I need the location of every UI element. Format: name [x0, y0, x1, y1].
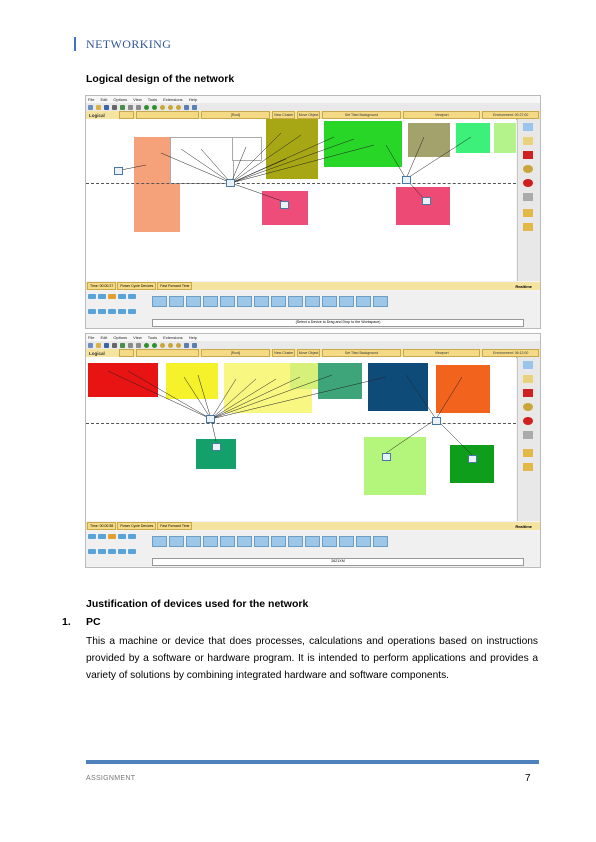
logical-tab[interactable]: Logical — [87, 350, 117, 356]
activity-wizard-icon[interactable] — [120, 105, 125, 110]
selected-device-label: 2621XM — [152, 558, 524, 566]
switch-device-2[interactable] — [432, 417, 441, 425]
power-cycle-button[interactable]: Power Cycle Devices — [117, 522, 156, 530]
menu-bar — [86, 96, 540, 103]
draw-shape-icon[interactable] — [523, 417, 533, 425]
device-selection-area — [86, 291, 540, 328]
undo-icon[interactable] — [144, 105, 149, 110]
section-heading-justification: Justification of devices used for the network — [86, 598, 309, 610]
new-icon[interactable] — [88, 343, 93, 348]
complex-pdu-icon[interactable] — [523, 223, 533, 231]
logical-workspace[interactable] — [86, 119, 516, 281]
menu-view[interactable]: View — [133, 335, 142, 340]
resize-shape-icon[interactable] — [523, 193, 533, 201]
toolbar — [86, 103, 540, 111]
time-display: Time: 00:00:27 — [87, 282, 116, 290]
set-tiled-background-button[interactable]: Set Tiled Background — [322, 111, 401, 119]
custom-device-icon[interactable] — [192, 343, 197, 348]
device-selection-area-2 — [86, 531, 540, 567]
list-number: 1. — [62, 616, 71, 628]
router-device[interactable] — [114, 167, 123, 175]
device-list[interactable] — [152, 536, 388, 547]
pc-description-paragraph: This a machine or device that does processes, calculations and operations based on instructions provided by a software or hardware program. It is intended to perform applications and provides a variety of solutions by combining integrated hardware and software components. — [86, 636, 538, 681]
move-object-button[interactable]: Move Object — [298, 113, 319, 117]
note-tool-icon[interactable] — [523, 137, 533, 145]
menu-file[interactable]: File — [88, 97, 95, 102]
fast-forward-button[interactable]: Fast Forward Time — [157, 522, 192, 530]
menu-edit[interactable]: Edit — [100, 97, 108, 102]
inspect-tool-icon[interactable] — [523, 403, 533, 411]
menu-edit[interactable]: Edit — [100, 335, 108, 340]
common-tools-panel — [517, 119, 540, 281]
packet-tracer-screenshot-1 — [85, 95, 541, 329]
simple-pdu-icon[interactable] — [523, 209, 533, 217]
menu-tools[interactable]: Tools — [147, 97, 158, 102]
viewport-button[interactable]: Viewport — [403, 111, 480, 119]
root-label: [Root] — [201, 111, 271, 119]
zoom-out-icon[interactable] — [176, 343, 181, 348]
pc-device[interactable] — [212, 443, 221, 451]
print-icon[interactable] — [112, 343, 117, 348]
draw-shape-icon[interactable] — [523, 179, 533, 187]
realtime-mode-label[interactable]: Realtime — [515, 283, 532, 289]
paste-icon[interactable] — [136, 343, 141, 348]
device-categories[interactable] — [88, 534, 136, 539]
resize-shape-icon[interactable] — [523, 431, 533, 439]
toolbar-2 — [86, 341, 540, 349]
set-tiled-background-button[interactable]: Set Tiled Background — [322, 349, 401, 357]
logical-workspace-2[interactable] — [86, 357, 516, 521]
new-cluster-button[interactable]: New Cluster — [274, 113, 294, 117]
zoom-reset-icon[interactable] — [168, 343, 173, 348]
undo-icon[interactable] — [144, 343, 149, 348]
menu-extensions[interactable]: Extensions — [163, 335, 183, 340]
time-bar-2 — [86, 522, 540, 530]
pc-device[interactable] — [280, 201, 289, 209]
time-bar — [86, 282, 540, 290]
menu-help[interactable]: Help — [188, 335, 197, 340]
menu-file[interactable]: File — [88, 335, 95, 340]
footer-label: ASSIGNMENT — [86, 775, 136, 782]
inspect-tool-icon[interactable] — [523, 165, 533, 173]
copy-icon[interactable] — [128, 105, 133, 110]
environment-button[interactable]: Environment: 00:27:00 — [482, 111, 539, 119]
new-cluster-button[interactable]: New Cluster — [274, 351, 294, 355]
redo-icon[interactable] — [152, 105, 157, 110]
menu-help[interactable]: Help — [188, 97, 197, 102]
root-label: [Root] — [201, 349, 271, 357]
status-message: (Select a Device to Drag and Drop to the Workspace) — [152, 319, 524, 327]
back-button[interactable] — [119, 111, 134, 119]
print-icon[interactable] — [112, 105, 117, 110]
note-tool-icon[interactable] — [523, 375, 533, 383]
connection-lines — [86, 119, 516, 281]
select-tool-icon[interactable] — [523, 361, 533, 369]
zoom-in-icon[interactable] — [160, 343, 165, 348]
device-categories[interactable] — [88, 294, 136, 299]
device-subcategories[interactable] — [88, 549, 136, 554]
root-button[interactable] — [136, 349, 198, 357]
header-accent-bar — [74, 37, 76, 51]
save-icon[interactable] — [104, 343, 109, 348]
logical-tab[interactable]: Logical — [87, 112, 117, 118]
menu-options[interactable]: Options — [113, 97, 128, 102]
open-icon[interactable] — [96, 105, 101, 110]
complex-pdu-icon[interactable] — [523, 463, 533, 471]
page-number: 7 — [525, 773, 531, 784]
activity-wizard-icon[interactable] — [120, 343, 125, 348]
delete-tool-icon[interactable] — [523, 389, 533, 397]
common-tools-panel-2 — [517, 357, 540, 521]
menu-bar-2 — [86, 334, 540, 341]
list-item-title: PC — [86, 616, 101, 628]
time-display: Time: 00:00:58 — [87, 522, 116, 530]
connection-lines-2 — [86, 357, 516, 521]
switch-device[interactable] — [226, 179, 235, 187]
switch-device-2[interactable] — [402, 176, 411, 184]
realtime-mode-label[interactable]: Realtime — [515, 523, 532, 529]
page-header: NETWORKING — [86, 37, 172, 51]
paste-icon[interactable] — [136, 105, 141, 110]
simple-pdu-icon[interactable] — [523, 449, 533, 457]
move-object-button[interactable]: Move Object — [298, 351, 319, 355]
root-button[interactable] — [136, 111, 198, 119]
packet-tracer-screenshot-2 — [85, 333, 541, 568]
menu-options[interactable]: Options — [113, 335, 128, 340]
menu-view[interactable]: View — [133, 97, 142, 102]
pc-device-2[interactable] — [422, 197, 431, 205]
menu-tools[interactable]: Tools — [147, 335, 158, 340]
palette-icon[interactable] — [184, 105, 189, 110]
custom-device-icon[interactable] — [192, 105, 197, 110]
copy-icon[interactable] — [128, 343, 133, 348]
section-heading-logical: Logical design of the network — [86, 73, 235, 85]
power-cycle-button[interactable]: Power Cycle Devices — [117, 282, 156, 290]
fast-forward-button[interactable]: Fast Forward Time — [157, 282, 192, 290]
device-subcategories[interactable] — [88, 309, 136, 314]
zoom-in-icon[interactable] — [160, 105, 165, 110]
save-icon[interactable] — [104, 105, 109, 110]
open-icon[interactable] — [96, 343, 101, 348]
viewport-button[interactable]: Viewport — [403, 349, 480, 357]
back-button[interactable] — [119, 349, 134, 357]
menu-extensions[interactable]: Extensions — [163, 97, 183, 102]
switch-device[interactable] — [206, 415, 215, 423]
delete-tool-icon[interactable] — [523, 151, 533, 159]
zoom-reset-icon[interactable] — [168, 105, 173, 110]
footer-rule — [86, 760, 539, 764]
pc-device-3[interactable] — [468, 455, 477, 463]
zoom-out-icon[interactable] — [176, 105, 181, 110]
select-tool-icon[interactable] — [523, 123, 533, 131]
pc-device-2[interactable] — [382, 453, 391, 461]
palette-icon[interactable] — [184, 343, 189, 348]
redo-icon[interactable] — [152, 343, 157, 348]
device-list[interactable] — [152, 296, 388, 307]
new-icon[interactable] — [88, 105, 93, 110]
environment-button[interactable]: Environment: 06:12:00 — [482, 349, 539, 357]
